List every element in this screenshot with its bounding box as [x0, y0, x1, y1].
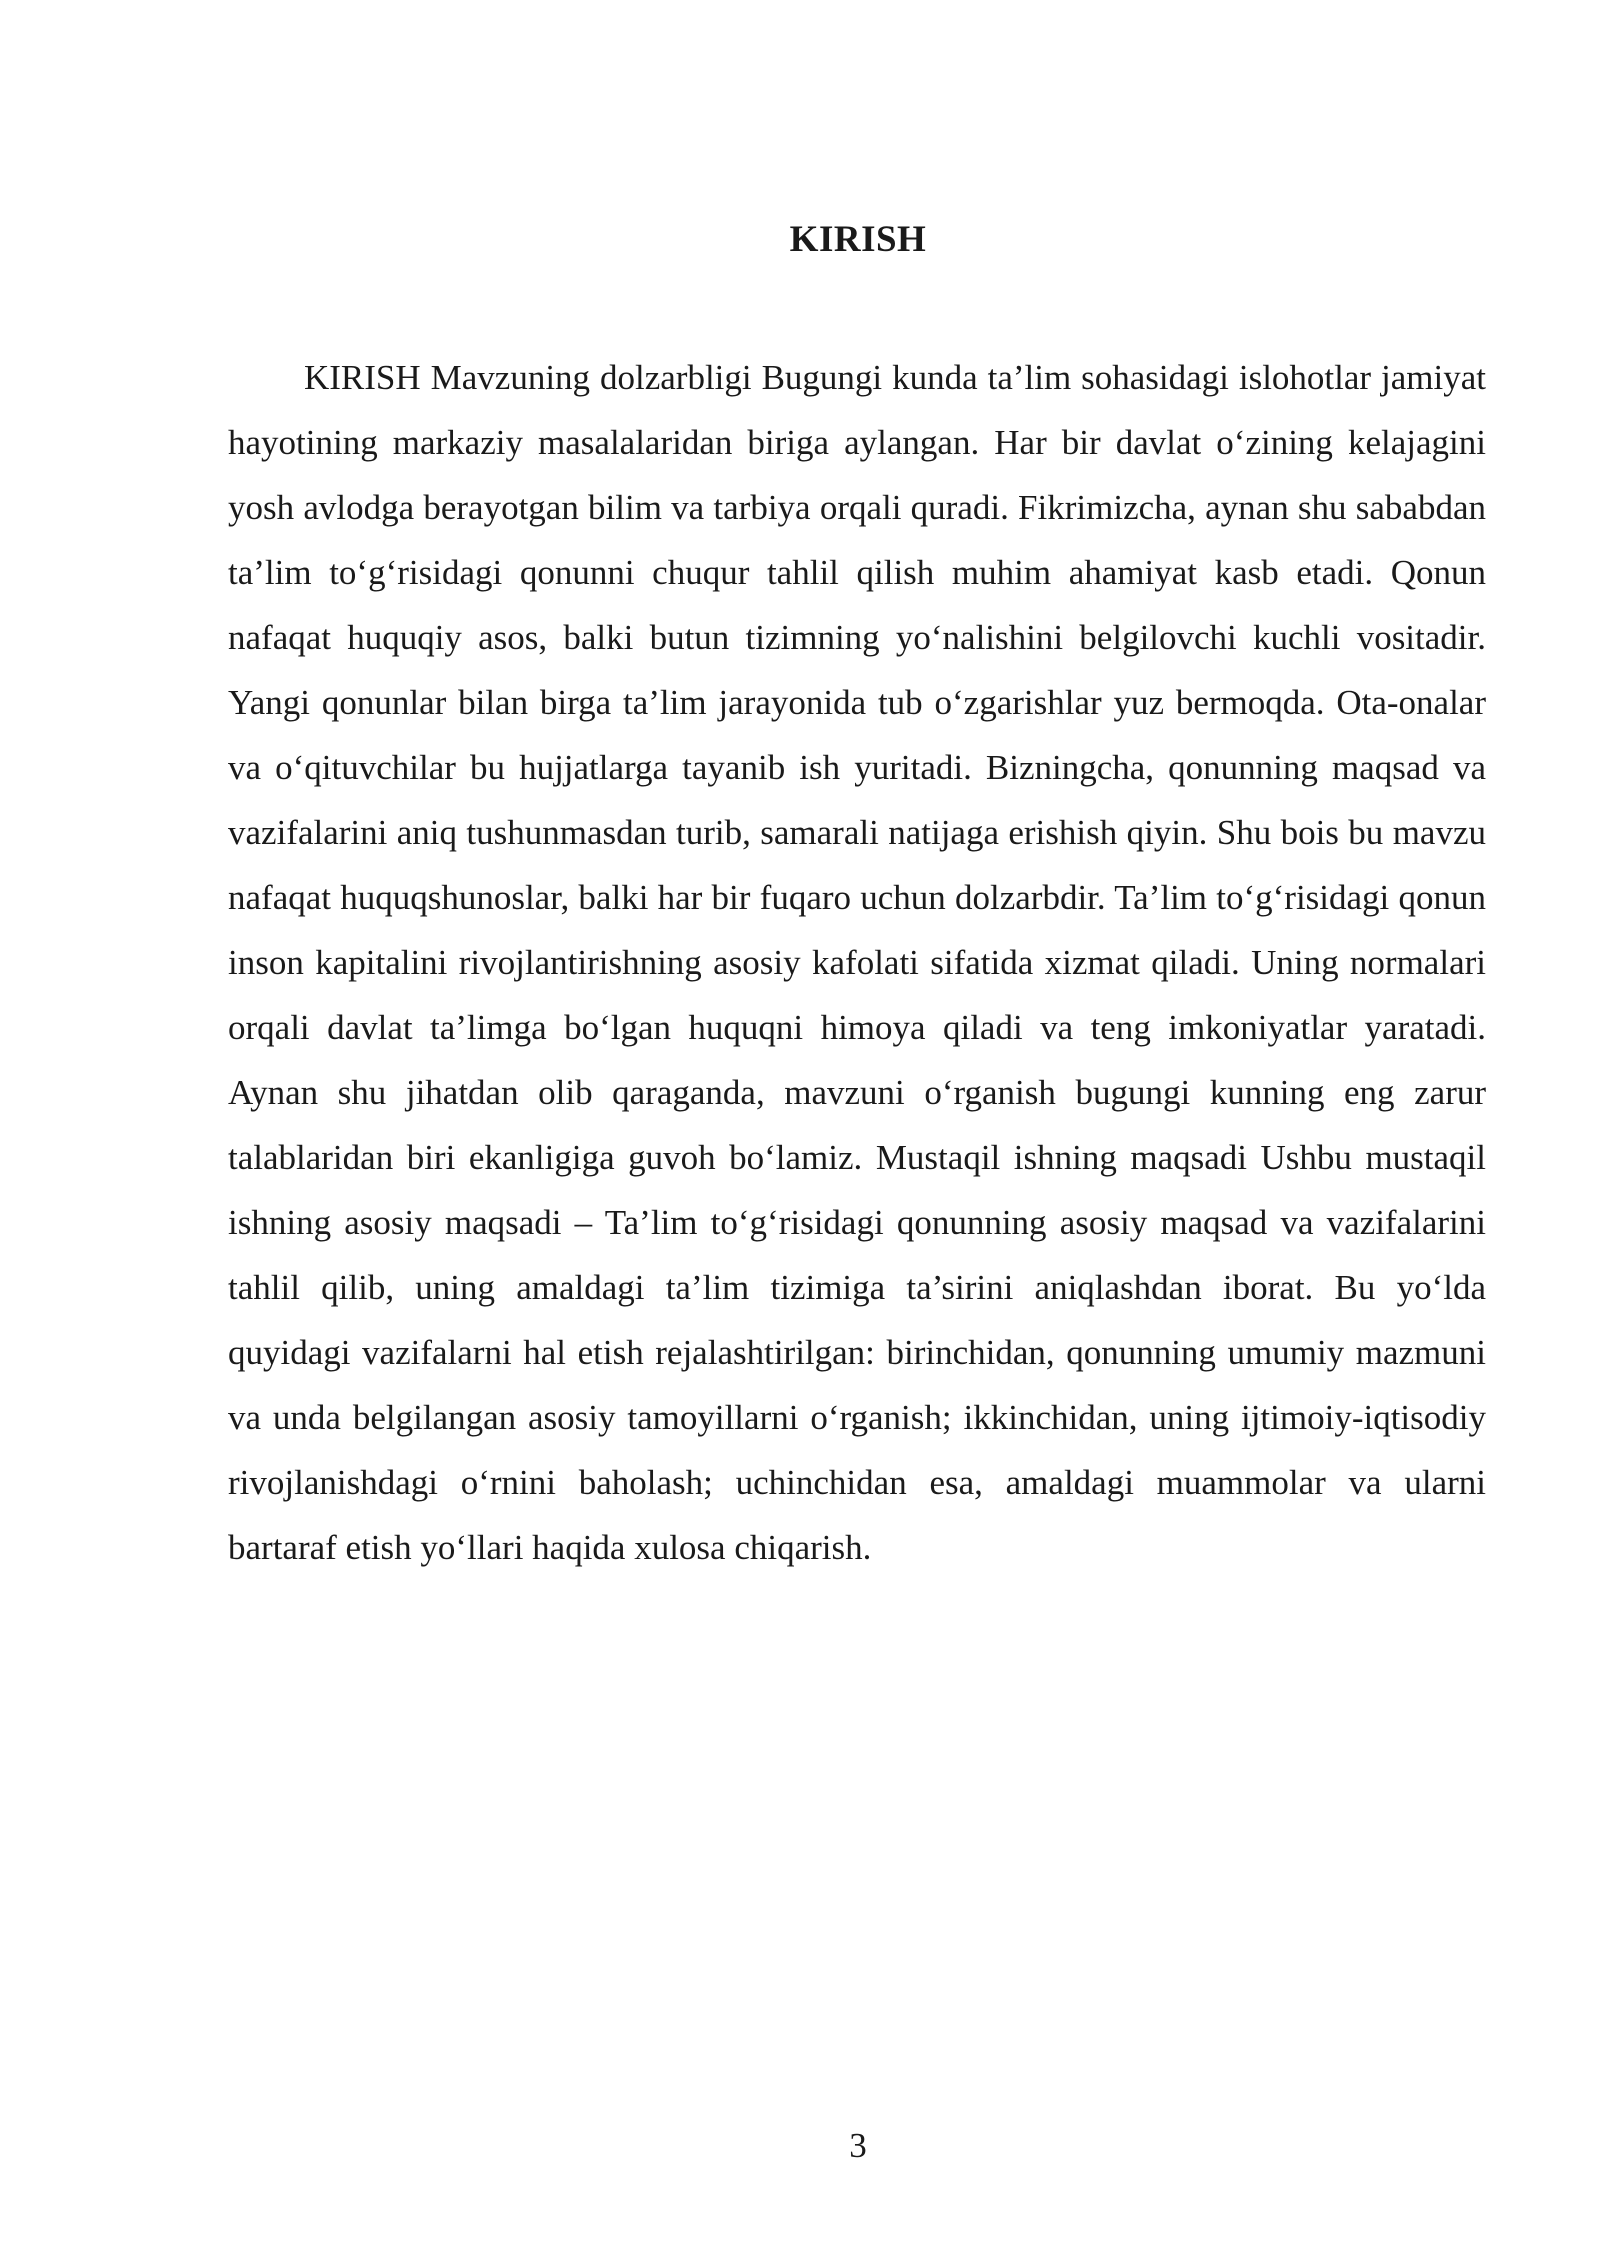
body-paragraph: KIRISH Mavzuning dolzarbligi Bugungi kunda ta’lim sohasidagi islohotlar jamiyat hayotining markaziy masalalaridan biriga aylangan. Har bir davlat o‘zining kelajagini yosh avlodga berayotgan bilim va tarbiya orqali quradi. Fikrimizcha, aynan shu sababdan ta’lim to‘g‘risidagi qonunni chuqur tahlil qilish muhim ahamiyat kasb etadi. Qonun nafaqat huquqiy asos, balki butun tizimning yo‘nalishini belgilovchi kuchli vositadir. Yangi qonunlar bilan birga ta’lim jarayonida tub o‘zgarishlar yuz bermoqda. Ota-onalar va o‘qituvchilar bu hujjatlarga tayanib ish yuritadi. Bizningcha, qonunning maqsad va vazifalarini aniq tushunmasdan turib, samarali natijaga erishish qiyin. Shu bois bu mavzu nafaqat huquqshunoslar, balki har bir fuqaro uchun dolzarbdir. Ta’lim to‘g‘risidagi qonun inson kapitalini rivojlantirishning asosiy kafolati sifatida xizmat qiladi. Uning normalari orqali davlat ta’limga bo‘lgan huquqni himoya qiladi va teng imkoniyatlar yaratadi. Aynan shu jihatdan olib qaraganda, mavzuni o‘rganish bugungi kunning eng zarur talablaridan biri ekanligiga guvoh bo‘lamiz. Mustaqil ishning maqsadi Ushbu mustaqil ishning asosiy maqsadi – Ta’lim to‘g‘risidagi qonunning asosiy maqsad va vazifalarini tahlil qilib, uning amaldagi ta’lim tizimiga ta’sirini aniqlashdan iborat. Bu yo‘lda quyidagi vazifalarni hal etish rejalashtirilgan: birinchidan, qonunning umumiy mazmuni va unda belgilangan asosiy tamoyillarni o‘rganish; ikkinchidan, uning ijtimoiy-iqtisodiy rivojlanishdagi o‘rnini baholash; uchinchidan esa, amaldagi muammolar va ularni bartaraf etish yo‘llari haqida xulosa chiqarish. — [228, 358, 1486, 1567]
section-heading — [0, 218, 1600, 261]
page-number — [0, 2126, 1600, 2166]
page-number-text: 3 — [849, 2126, 867, 2165]
section-heading-text: KIRISH — [789, 219, 927, 260]
